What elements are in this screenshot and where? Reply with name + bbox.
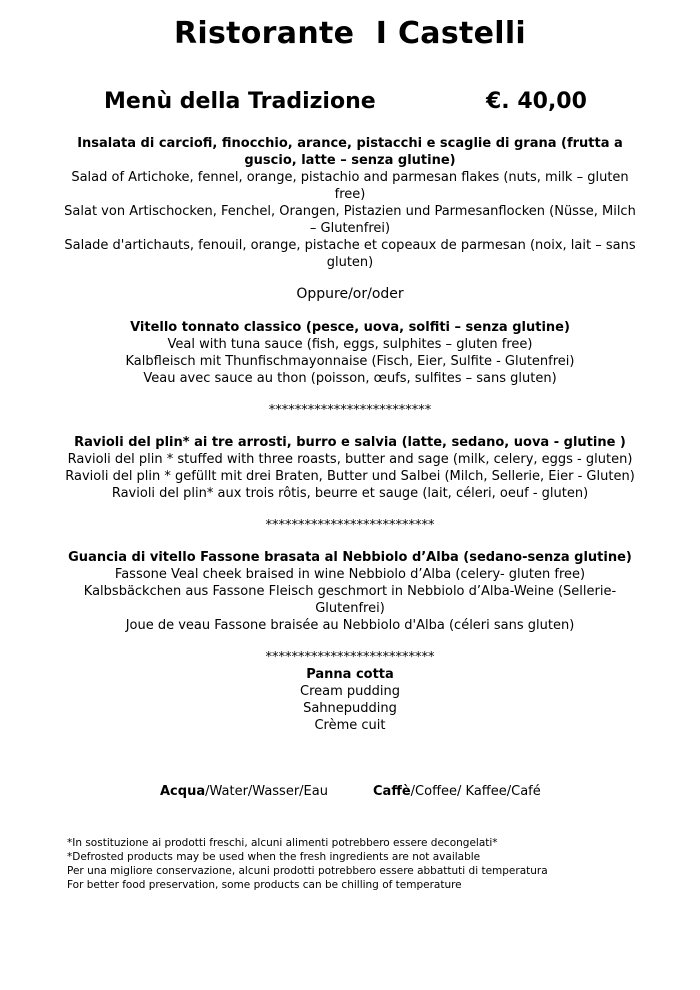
dessert-english: Cream pudding — [300, 684, 400, 699]
coffee-label-translations: /Coffee/ Kaffee/Café — [410, 784, 541, 799]
first-course-italian: Ravioli del plin* ai tre arrosti, burro e salvia (latte, sedano, uova - glutine ) — [74, 435, 626, 450]
footer-note: *Defrosted products may be used when the fresh ingredients are not available — [67, 851, 481, 863]
starter-1-german: Salat von Artischocken, Fenchel, Orangen, Pistazien und Parmesanflocken (Nüsse, Milch – Glutenfrei) — [64, 204, 636, 236]
separator: ************************** — [265, 518, 435, 533]
starter-2-english: Veal with tuna sauce (fish, eggs, sulphites – gluten free) — [167, 337, 533, 352]
menu-name: Menù della Tradizione — [104, 89, 376, 114]
main-course-english: Fassone Veal cheek braised in wine Nebbiolo d’Alba (celery- gluten free) — [114, 567, 586, 582]
starter-2-french: Veau avec sauce au thon (poisson, œufs, sulfites – sans gluten) — [143, 371, 557, 386]
restaurant-title: Ristorante I Castelli — [173, 16, 527, 51]
main-course-german: Kalbsbäckchen aus Fassone Fleisch geschmort in Nebbiolo d’Alba-Weine (Sellerie-Glutenfrei) — [83, 584, 617, 616]
main-course-italian: Guancia di vitello Fassone brasata al Nebbiolo d’Alba (sedano-senza glutine) — [68, 550, 632, 565]
coffee-label-bold: Caffè — [373, 784, 411, 799]
menu-header — [0, 89, 700, 119]
dessert — [60, 666, 640, 734]
starter-1 — [60, 135, 640, 271]
first-course-french: Ravioli del plin* aux trois rôtis, beurre et sauge (lait, céleri, oeuf - gluten) — [111, 486, 589, 501]
footer-note: *In sostituzione ai prodotti freschi, alcuni alimenti potrebbero essere decongelati* — [67, 837, 498, 849]
starter-2-german: Kalbfleisch mit Thunfischmayonnaise (Fisch, Eier, Sulfite - Glutenfrei) — [125, 354, 575, 369]
footer-note: Per una migliore conservazione, alcuni prodotti potrebbero essere abbattuti di temperatura — [67, 865, 548, 877]
menu-content — [60, 135, 640, 734]
main-course — [60, 549, 640, 634]
footer-note: For better food preservation, some products can be chilling of temperature — [67, 879, 462, 891]
separator: ************************** — [265, 650, 435, 665]
starter-1-italian: Insalata di carciofi, finocchio, arance, pistacchi e scaglie di grana (frutta a guscio, latte – senza glutine) — [77, 136, 623, 168]
starter-1-english: Salad of Artichoke, fennel, orange, pistachio and parmesan flakes (nuts, milk – gluten free) — [71, 170, 629, 202]
menu-price: €. 40,00 — [486, 89, 587, 114]
first-course-english: Ravioli del plin * stuffed with three roasts, butter and sage (milk, celery, eggs - gluten) — [67, 452, 633, 467]
separator: ************************* — [268, 403, 432, 418]
starter-1-french: Salade d'artichauts, fenouil, orange, pistache et copeaux de parmesan (noix, lait – sans gluten) — [64, 238, 636, 270]
dessert-german: Sahnepudding — [303, 701, 397, 716]
dessert-french: Crème cuit — [314, 718, 386, 733]
water-label-translations: /Water/Wasser/Eau — [205, 784, 328, 799]
main-course-french: Joue de veau Fassone braisée au Nebbiolo d'Alba (céleri sans gluten) — [125, 618, 575, 633]
dessert-italian: Panna cotta — [306, 667, 394, 682]
or-label: Oppure/or/oder — [296, 286, 404, 302]
starter-2 — [60, 319, 640, 387]
coffee-item — [373, 784, 541, 799]
first-course-german: Ravioli del plin * gefüllt mit drei Braten, Butter und Salbei (Milch, Sellerie, Eier - Gluten) — [65, 469, 635, 484]
footer-notes — [67, 836, 687, 892]
first-course — [60, 434, 640, 502]
water-item — [160, 784, 328, 799]
water-label-bold: Acqua — [160, 784, 206, 799]
starter-2-italian: Vitello tonnato classico (pesce, uova, solfiti – senza glutine) — [130, 320, 570, 335]
